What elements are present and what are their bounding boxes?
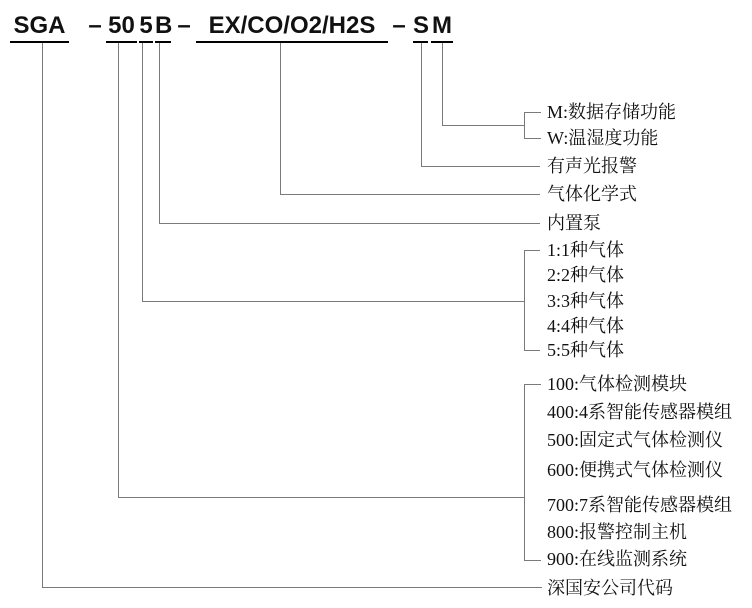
- line-alarm-connector: [421, 166, 540, 167]
- line-mw-drop: [442, 43, 443, 125]
- bracket-gas-count-stub-bottom: [524, 350, 540, 351]
- label-gas-count: 3:3种气体: [547, 291, 625, 311]
- model-part-505b-seg3: B: [155, 14, 171, 43]
- label-sound-light-alarm: 有声光报警: [547, 156, 637, 176]
- bracket-gas-count-stub-top: [524, 250, 540, 251]
- bracket-mw-stub-top: [524, 112, 541, 113]
- bracket-mw-vertical: [524, 112, 525, 139]
- line-series-drop: [118, 43, 119, 497]
- label-m-data-storage: M:数据存储功能: [547, 102, 677, 122]
- bracket-gas-count-vertical: [524, 250, 525, 351]
- label-gas-count: 2:2种气体: [547, 265, 625, 285]
- bracket-series-stub-bottom: [524, 560, 541, 561]
- line-series-connector: [118, 497, 525, 498]
- bracket-mw-stub-bottom: [524, 138, 541, 139]
- line-sga-drop: [42, 43, 43, 587]
- model-part-company-prefix: SGA: [10, 14, 69, 43]
- model-separator: –: [392, 12, 406, 39]
- label-series-code: 500:固定式气体检测仪: [547, 430, 724, 450]
- model-separator: –: [88, 12, 102, 39]
- label-series-code: 600:便携式气体检测仪: [547, 460, 724, 480]
- line-gas-count-connector: [142, 301, 525, 302]
- line-gas-formula-drop: [280, 43, 281, 194]
- bracket-series-vertical: [524, 384, 525, 561]
- label-builtin-pump: 内置泵: [547, 213, 601, 233]
- model-part-gas-list: EX/CO/O2/H2S: [196, 14, 388, 43]
- line-gas-count-drop: [142, 43, 143, 301]
- label-gas-count: 1:1种气体: [547, 240, 625, 260]
- label-series-code: 900:在线监测系统: [547, 549, 688, 569]
- line-gas-formula-connector: [280, 194, 540, 195]
- label-series-code: 400:4系智能传感器模组: [547, 402, 733, 422]
- model-suffix-seg-s: S: [413, 14, 428, 43]
- label-series-code: 700:7系智能传感器模组: [547, 495, 733, 515]
- line-alarm-drop: [421, 43, 422, 166]
- model-separator: –: [177, 12, 191, 39]
- label-gas-count: 5:5种气体: [547, 340, 625, 360]
- label-series-code: 800:报警控制主机: [547, 522, 688, 542]
- bracket-series-stub-top: [524, 384, 541, 385]
- label-w-temp-humidity: W:温湿度功能: [547, 128, 659, 148]
- line-company-connector: [42, 587, 542, 588]
- line-pump-connector: [159, 223, 540, 224]
- label-series-code: 100:气体检测模块: [547, 374, 688, 394]
- model-part-505b-seg2: 5: [139, 14, 153, 43]
- label-gas-count: 4:4种气体: [547, 316, 625, 336]
- label-gas-chemical-formula: 气体化学式: [547, 184, 637, 204]
- model-part-505b-seg1: 50: [106, 14, 137, 43]
- line-pump-drop: [159, 43, 160, 223]
- model-suffix-seg-m: M: [431, 14, 453, 43]
- label-company-code: 深国安公司代码: [547, 578, 673, 598]
- line-mw-connector: [442, 125, 525, 126]
